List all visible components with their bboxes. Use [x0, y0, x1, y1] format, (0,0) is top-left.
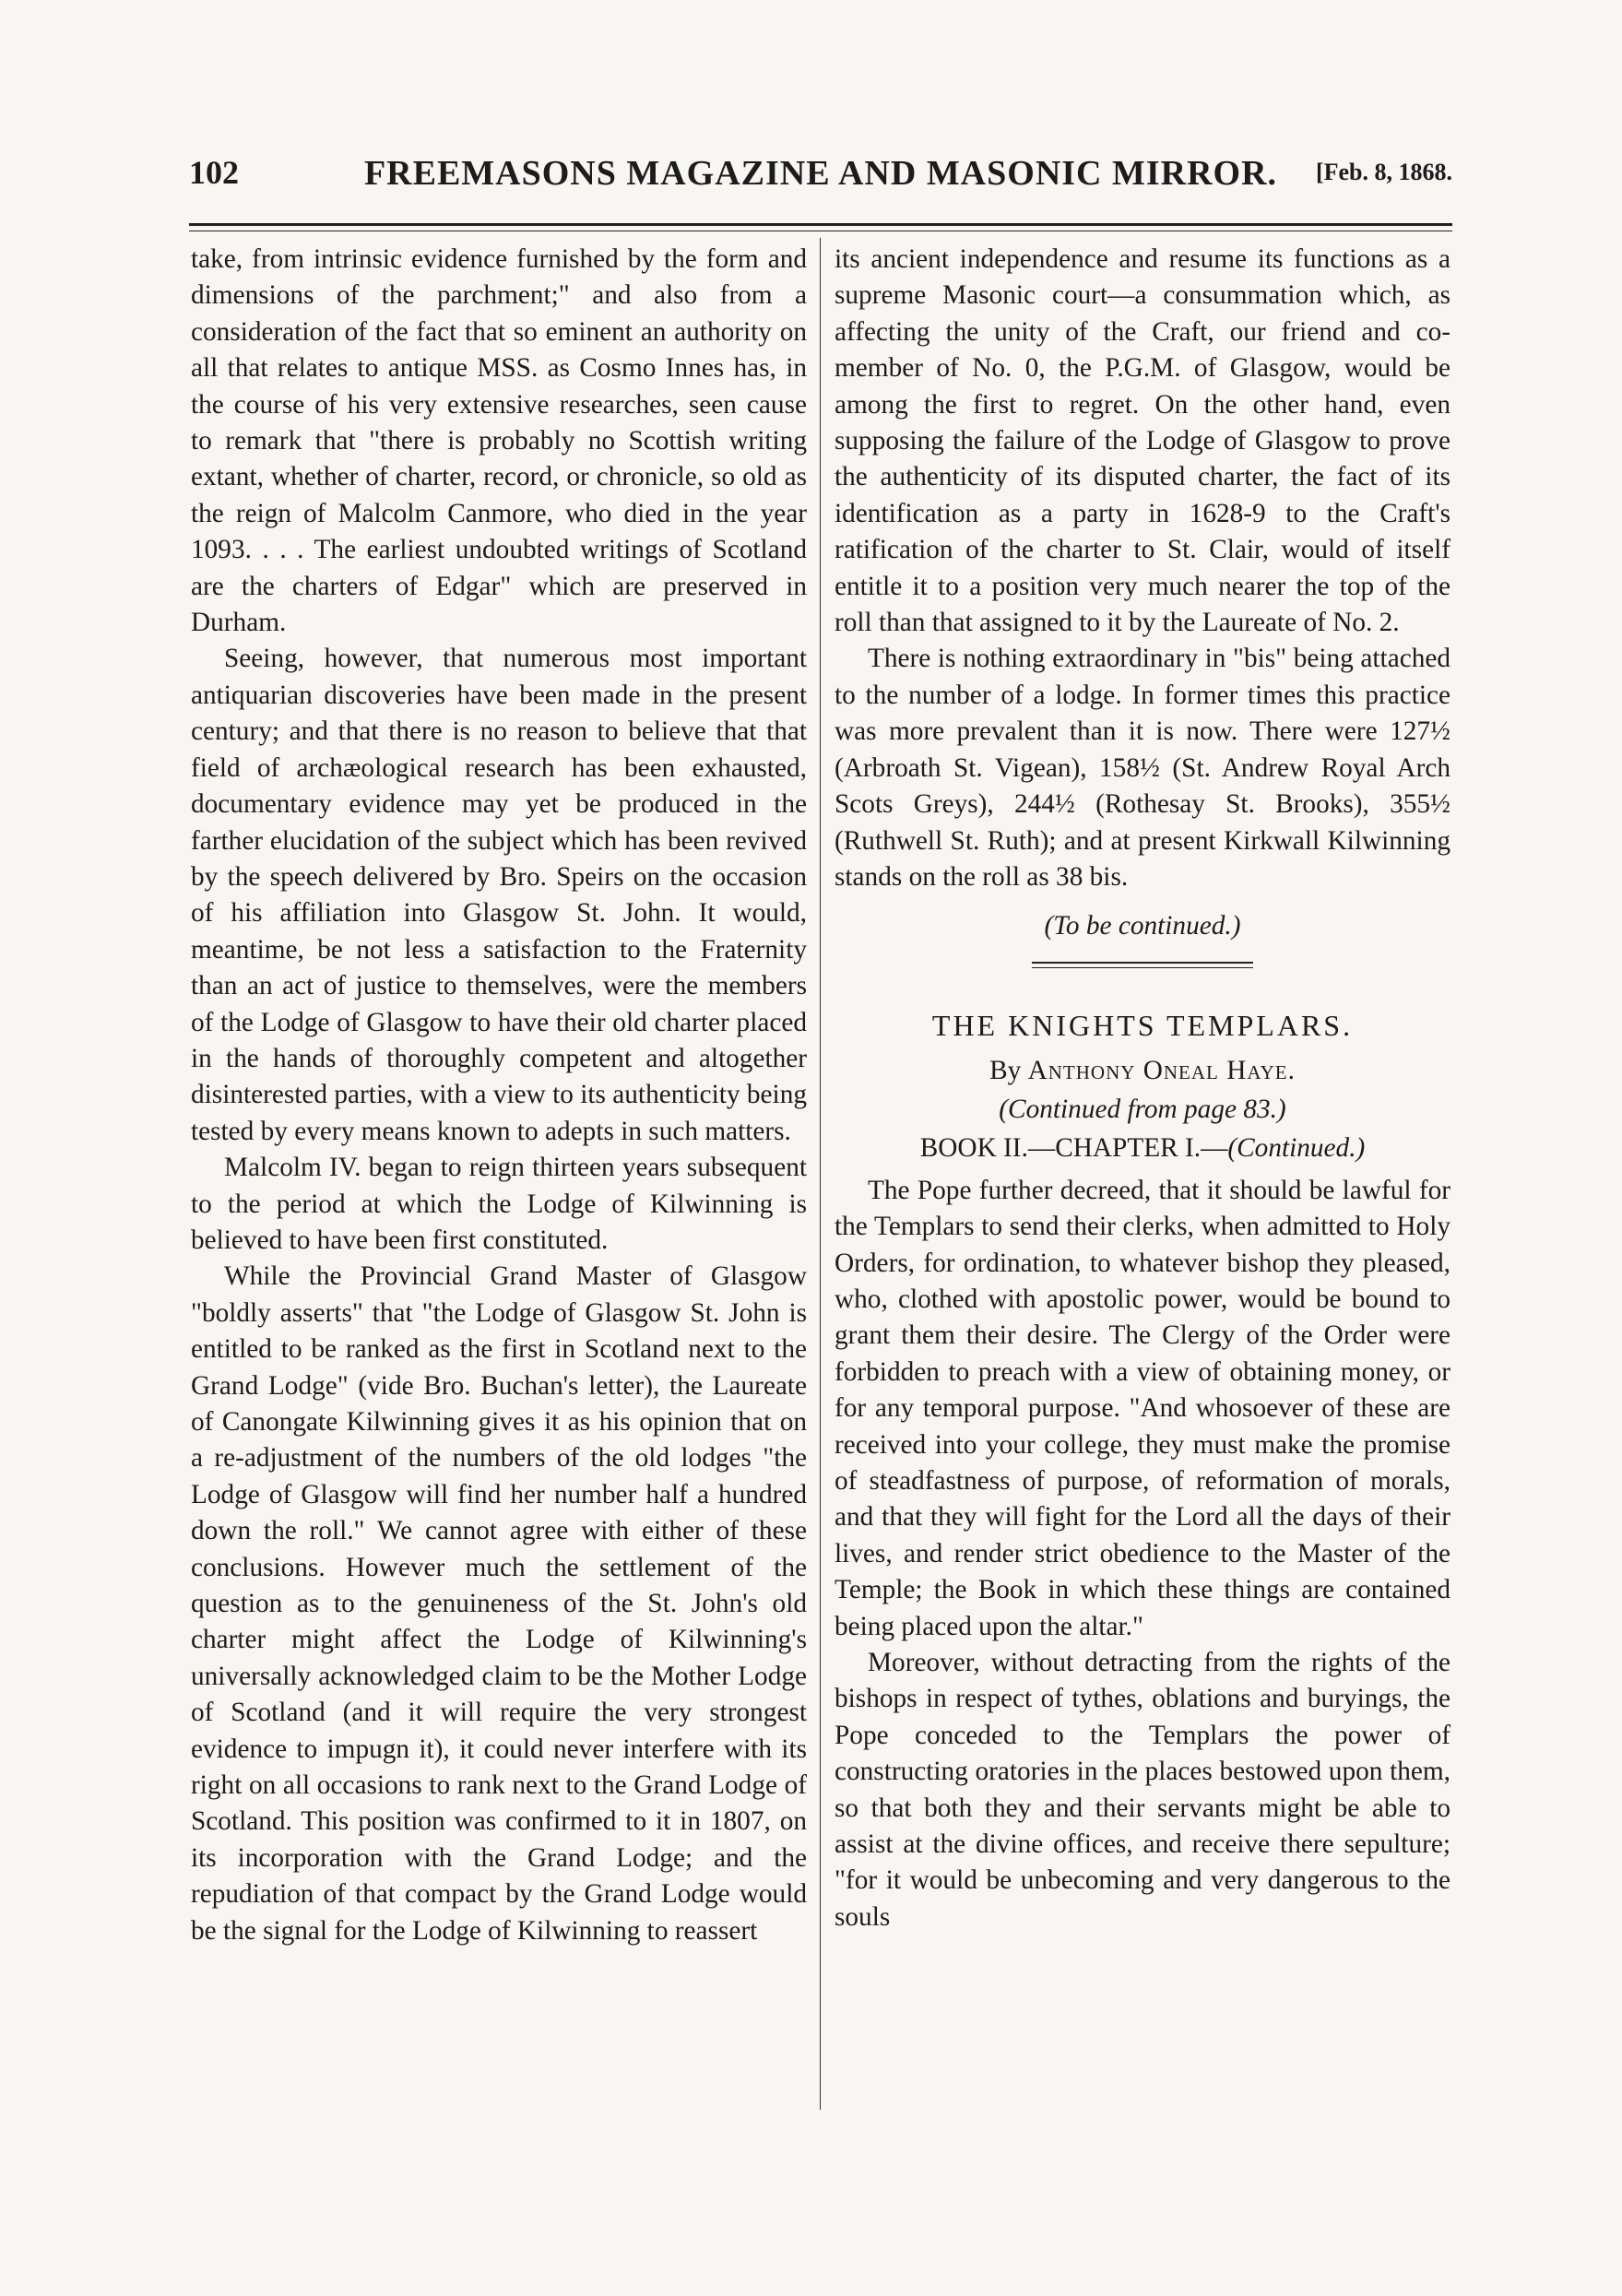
- paragraph: The Pope further decreed, that it should be lawful for the Templars to send their clerks, when admitted to Holy Orders, for ordination, to whatever bishop they pleased, who, clothed with apostolic power, would be bound to grant them their desire. The Clergy of the Order were forbidden to preach with a view of obtaining money, or for any temporal purpose. "And whosoever of these are received into your college, they must make the promise of steadfastness of purpose, of reformation of morals, and that they will fight for the Lord all the days of their lives, and render strict obedience to the Master of the Temple; the Book in which these things are contained being placed upon the altar.": [835, 1175, 1450, 1641]
- article-title: THE KNIGHTS TEMPLARS.: [931, 1008, 1354, 1042]
- issue-date: [Feb. 8, 1868.: [1315, 159, 1452, 185]
- journal-title: FREEMASONS MAGAZINE AND MASONIC MIRROR.: [363, 154, 1278, 193]
- paragraph: its ancient independence and resume its functions as a supreme Masonic court—a consummation which, as affecting the unity of the Craft, our friend and co-member of No. 0, the P.G.M. of Glasgow, would be among the first to regret. On the other hand, even supposing the failure of the Lodge of Glasgow to prove the authenticity of its disputed charter, the fact of its identification as a party in 1628-9 to the Craft's ratification of the charter to St. Clair, would of itself entitle it to a position very much nearer the top of the roll than that assigned to it by the Laureate of No. 2.: [835, 244, 1450, 638]
- paragraph: take, from intrinsic evidence furnished by the form and dimensions of the parchment;" and also from a consideration of the fact that so eminent an authority on all that relates to antique MSS. as Cosmo Innes has, in the course of his very extensive researches, seen cause to remark that "there is probably no Scottish writing extant, whether of charter, record, or chronicle, so old as the reign of Malcolm Canmore, who died in the year 1093. . . . The earliest undoubted writings of Scotland are the charters of Edgar" which are preserved in Durham.: [191, 244, 807, 638]
- paragraph: There is nothing extraordinary in "bis" being attached to the number of a lodge. In former times this practice was more prevalent than it is now. There were 127½ (Arbroath St. Vigean), 158½ (St. Andrew Royal Arch Scots Greys), 244½ (Rothesay St. Brooks), 355½ (Ruthwell St. Ruth); and at present Kirkwall Kilwinning stands on the roll as 38 bis.: [835, 644, 1450, 892]
- page-header: [189, 146, 1452, 210]
- column-divider: [820, 238, 821, 2110]
- paragraph: Malcolm IV. began to reign thirteen years subsequent to the period at which the Lodge of Kilwinning is believed to have been first constituted.: [191, 1153, 807, 1255]
- right-column: [835, 242, 1450, 1935]
- paragraph: While the Provincial Grand Master of Glasgow "boldly asserts" that "the Lodge of Glasgow St. John is entitled to be ranked as the first in Scotland next to the Grand Lodge" (vide Bro. Buchan's letter), the Laureate of Canongate Kilwinning gives it as his opinion that on a re-adjustment of the numbers of the old lodges "the Lodge of Glasgow will find her number half a hundred down the roll." We cannot agree with either of these conclusions. However much the settlement of the question as to the genuineness of the St. John's old charter might affect the Lodge of Kilwinning's universally acknowledged claim to be the Mother Lodge of Scotland (and it will require the very strongest evidence to impugn it), it could never interfere with its right on all occasions to rank next to the Grand Lodge of Scotland. This position was confirmed to it in 1807, on its incorporation with the Grand Lodge; and the repudiation of that compact by the Grand Lodge would be the signal for the Lodge of Kilwinning to reassert: [191, 1261, 807, 1946]
- chapter-heading: [835, 1129, 1450, 1167]
- continued-from: (Continued from page 83.): [999, 1094, 1286, 1124]
- paragraph: Moreover, without detracting from the rights of the bishops in respect of tythes, oblations and buryings, the Pope conceded to the Templars the power of constructing oratories in the places bestowed upon them, so that both they and their servants might be able to assist at the divine offices, and receive there sepulture; "for it would be unbecoming and very dangerous to the souls: [835, 1648, 1450, 1932]
- article-byline: [835, 1051, 1450, 1090]
- left-column: [191, 242, 807, 1949]
- chapter-label: BOOK II.—CHAPTER I.—: [919, 1132, 1228, 1163]
- to-be-continued: (To be continued.): [1044, 911, 1241, 941]
- paragraph: Seeing, however, that numerous most important antiquarian discoveries have been made in the present century; and that there is no reason to believe that that field of archæological research has been exhausted, documentary evidence may yet be produced in the farther elucidation of the subject which has been revived by the speech delivered by Bro. Speirs on the occasion of his affiliation into Glasgow St. John. It would, meantime, be not less a satisfaction to the Fraternity than an act of justice to themselves, were the members of the Lodge of Glasgow to have their old charter placed in the hands of thoroughly competent and altogether disinterested parties, with a view to its authenticity being tested by every means known to adepts in such matters.: [191, 644, 807, 1146]
- section-separator: [1032, 962, 1253, 968]
- chapter-note: (Continued.): [1227, 1132, 1366, 1163]
- page-number: 102: [189, 154, 239, 191]
- author-name: Anthony Oneal Haye.: [1027, 1055, 1296, 1085]
- header-rule: [189, 223, 1452, 226]
- byline-prefix: By: [989, 1055, 1022, 1085]
